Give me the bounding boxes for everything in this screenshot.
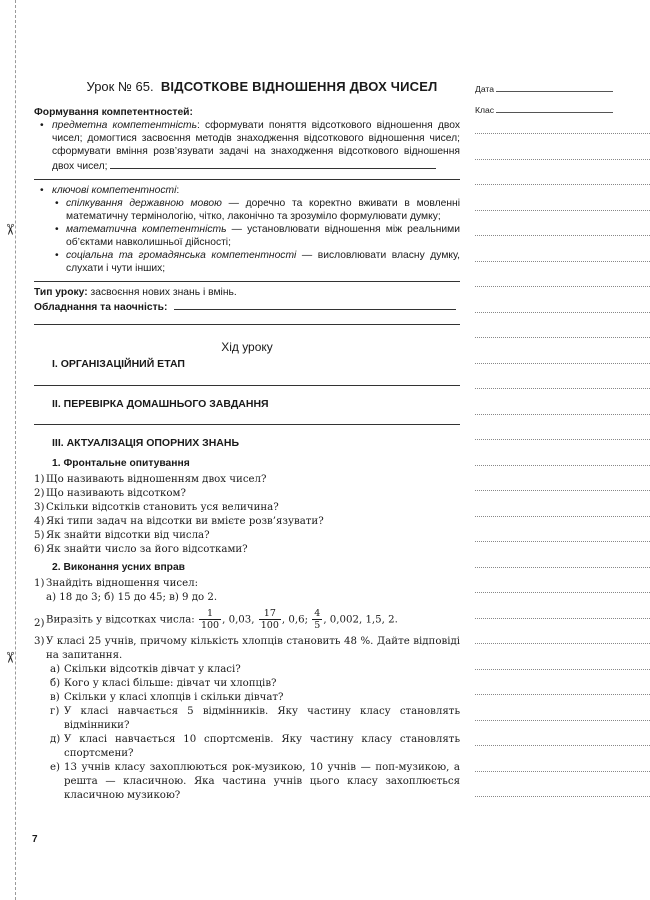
note-line[interactable] — [475, 439, 650, 440]
frontal-question: 6) Як знайти число за його відсотками? — [34, 544, 248, 555]
lesson-number: Урок № 65. — [86, 79, 154, 94]
note-line[interactable] — [475, 465, 650, 466]
social-competency — [34, 249, 460, 275]
note-line[interactable] — [475, 771, 650, 772]
note-line[interactable] — [475, 337, 650, 338]
subquestion: д) У класі навчається 10 спортсменів. Яку частину класу становлять спортсмени? — [50, 734, 460, 759]
note-line[interactable] — [475, 796, 650, 797]
cut-line — [15, 0, 16, 900]
note-line[interactable] — [475, 133, 650, 134]
class-row — [475, 103, 650, 115]
note-line[interactable] — [475, 541, 650, 542]
subquestion: в) Скільки у класі хлопців і скільки дівчат? — [50, 692, 284, 703]
fraction: $\frac{17}{100}$ — [260, 608, 279, 631]
math-term: математична компетентність — [66, 224, 227, 235]
date-row — [475, 82, 650, 94]
frontal-question: 2) Що називають відсотком? — [34, 488, 186, 499]
note-line[interactable] — [475, 592, 650, 593]
subquestion: б) Кого у класі більше: дівчат чи хлопців? — [50, 678, 277, 689]
divider — [34, 424, 460, 425]
math-competency — [34, 223, 460, 249]
lesson-title — [64, 80, 460, 93]
note-line[interactable] — [475, 643, 650, 644]
key-competencies — [34, 184, 460, 197]
lesson-topic: ВІДСОТКОВЕ ВІДНОШЕННЯ ДВОХ ЧИСЕЛ — [160, 79, 438, 94]
oral-q2: 2) Виразіть у відсотках числа: $\frac{1}{100}$ , 0,03, $\frac{17}{100}$ , 0,6; $\frac{4}{5}$ , 0,002, 1,5, 2. — [34, 608, 398, 631]
subquestion: е) 13 учнів класу захоплюються рок-музикою, 10 учнів — поп-музикою, а решта — класичною. Яка частина учнів цього класу захоплюється класичною музикою? — [50, 762, 460, 801]
section-homework: II. ПЕРЕВІРКА ДОМАШНЬОГО ЗАВДАННЯ — [52, 398, 269, 410]
section-organizational: I. ОРГАНІЗАЦІЙНИЙ ЕТАП — [52, 358, 185, 370]
subquestion: г) У класі навчається 5 відмінників. Яку частину класу становлять відмінники? — [50, 706, 460, 731]
subject-term: предметна компетентність — [52, 120, 198, 131]
note-line[interactable] — [475, 286, 650, 287]
note-line[interactable] — [475, 184, 650, 185]
subject-competency — [34, 119, 460, 173]
social-text: — висловлювати власну думку, слухати і чути інших; — [66, 250, 460, 274]
note-line[interactable] — [475, 312, 650, 313]
fraction: $\frac{1}{100}$ — [200, 608, 220, 631]
class-label: Клас — [475, 105, 495, 115]
section-actualization: III. АКТУАЛІЗАЦІЯ ОПОРНИХ ЗНАНЬ — [52, 437, 240, 449]
frontal-question: 1) Що називають відношенням двох чисел? — [34, 474, 267, 485]
note-line[interactable] — [475, 159, 650, 160]
side-column — [475, 82, 650, 115]
equipment-fill-line[interactable] — [174, 299, 456, 310]
note-line[interactable] — [475, 516, 650, 517]
date-field[interactable] — [496, 82, 613, 92]
note-line[interactable] — [475, 669, 650, 670]
subject-fill-line[interactable] — [110, 158, 436, 169]
scissors-icon: ✂ — [0, 651, 18, 664]
note-line[interactable] — [475, 235, 650, 236]
oral-heading: 2. Виконання усних вправ — [52, 562, 186, 573]
note-line[interactable] — [475, 388, 650, 389]
note-line[interactable] — [475, 414, 650, 415]
state-language-text: — доречно та коректно вживати в мовленні математичну термінологію, чітко, лаконічно та зрозуміло формулювати думку; — [66, 198, 461, 222]
course-heading: Хід уроку — [221, 340, 273, 354]
note-line[interactable] — [475, 745, 650, 746]
class-field[interactable] — [496, 103, 613, 113]
oral-q3-subquestions — [34, 663, 460, 803]
frontal-questions — [34, 473, 460, 557]
scissors-icon: ✂ — [0, 223, 18, 236]
state-language-term: спілкування державною мовою — [66, 198, 222, 209]
lesson-type-value: засвоєння нових знань і вмінь. — [87, 287, 237, 298]
equipment — [34, 299, 460, 314]
note-line[interactable] — [475, 363, 650, 364]
math-text: — установлювати відношення між реальними об’єктами навколишньої дійсності; — [66, 224, 460, 248]
note-line[interactable] — [475, 567, 650, 568]
lesson-type — [34, 286, 460, 299]
frontal-question: 3) Скільки відсотків становить уся величина? — [34, 502, 279, 513]
note-line[interactable] — [475, 720, 650, 721]
note-line[interactable] — [475, 694, 650, 695]
frontal-question: 5) Як знайти відсотки від числа? — [34, 530, 210, 541]
subquestion: а) Скільки відсотків дівчат у класі? — [50, 664, 241, 675]
frontal-heading: 1. Фронтальне опитування — [52, 458, 190, 469]
social-term: соціальна та громадянська компетентності — [66, 250, 297, 261]
divider — [34, 324, 460, 325]
note-line[interactable] — [475, 490, 650, 491]
note-line[interactable] — [475, 618, 650, 619]
lesson-plan — [34, 80, 460, 803]
equipment-label: Обладнання та наочність: — [34, 302, 168, 313]
fraction: $\frac{4}{5}$ — [314, 608, 321, 631]
date-label: Дата — [475, 84, 495, 94]
subject-text: : сформувати поняття відсоткового відношення двох чисел; домогтися засвоєння методів знаходження відсоткового відношення чисел; сформувати вміння розв’язувати задачі на знаходження відсоткового відношення двох чисел; — [52, 120, 460, 172]
divider — [34, 281, 460, 282]
oral-q3: 3) У класі 25 учнів, причому кількість хлопців становить 48 %. Дайте відповіді на запитання. — [34, 636, 460, 661]
oral-exercises — [34, 577, 460, 803]
divider — [34, 385, 460, 386]
page-number: 7 — [32, 834, 38, 845]
oral-q1-parts: а) 18 до 3; б) 15 до 45; в) 9 до 2. — [46, 592, 218, 603]
key-colon: : — [176, 185, 180, 196]
key-term: ключові компетентності — [52, 185, 177, 196]
divider — [34, 179, 460, 180]
state-language-competency — [34, 197, 460, 223]
lesson-type-label: Тип уроку: — [34, 287, 88, 298]
frontal-question: 4) Які типи задач на відсотки ви вмієте розв’язувати? — [34, 516, 324, 527]
oral-q1: 1) Знайдіть відношення чисел: — [34, 578, 199, 589]
note-line[interactable] — [475, 261, 650, 262]
note-line[interactable] — [475, 210, 650, 211]
competencies-heading: Формування компетентностей: — [34, 107, 193, 118]
